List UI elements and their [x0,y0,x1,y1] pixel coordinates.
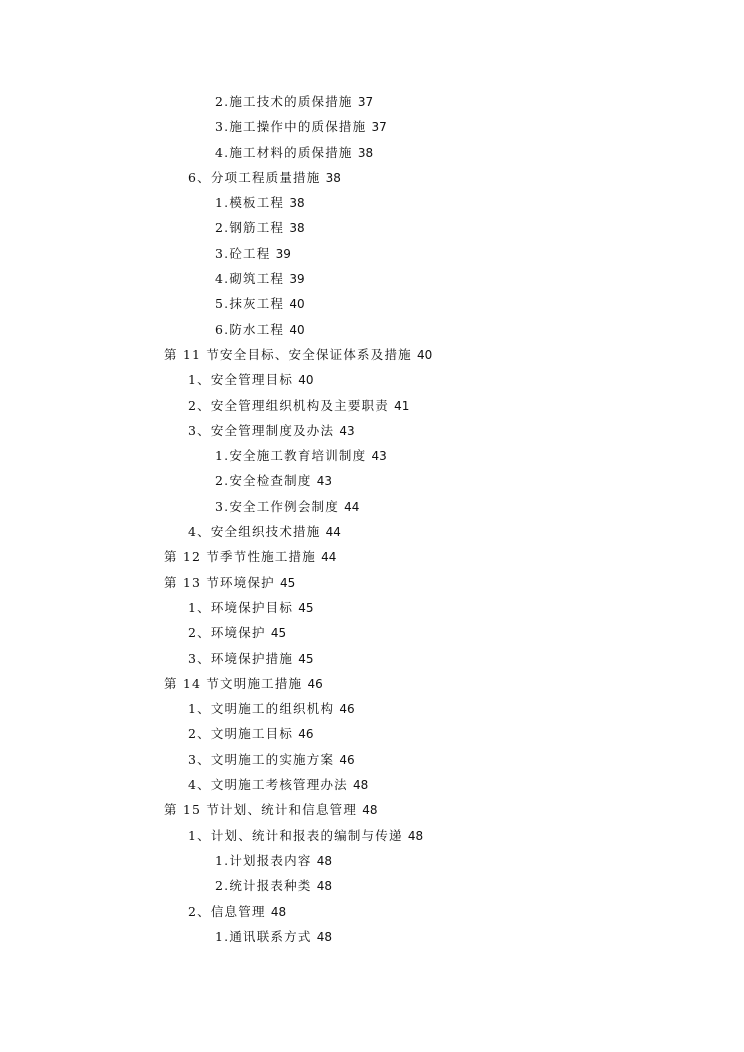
toc-entry-text: 1.模板工程 [215,195,285,211]
toc-entry-text: 2、信息管理 [188,903,266,919]
toc-entry[interactable] [0,899,744,924]
toc-entry[interactable] [0,747,744,772]
toc-entry-page: 48 [270,904,287,919]
toc-entry[interactable] [0,671,744,696]
toc-entry-text: 3、文明施工的实施方案 [188,751,335,767]
toc-entry-text: 2、环境保护 [188,625,266,641]
toc-entry-text: 3.安全工作例会制度 [215,498,339,514]
toc-entry-page: 37 [357,95,374,109]
toc-entry[interactable] [0,494,744,519]
toc-entry-page: 38 [289,221,305,236]
toc-entry[interactable] [0,89,744,114]
toc-entry-page: 46 [298,727,314,742]
toc-entry-page: 43 [316,474,332,489]
toc-entry-text: 2.钢筋工程 [215,220,285,236]
toc-entry-page: 40 [417,347,433,362]
toc-entry[interactable] [0,544,744,569]
toc-entry-page: 44 [325,525,341,540]
toc-entry[interactable] [0,367,744,392]
toc-entry-text: 6、分项工程质量措施 [188,169,321,185]
toc-entry-text: 2.施工技术的质保措施 [215,94,353,109]
toc-entry-page: 48 [316,879,332,894]
toc-entry-text: 5.抹灰工程 [215,296,285,312]
toc-entry-text: 1.安全施工教育培训制度 [215,448,367,464]
toc-entry-text: 3.砼工程 [215,245,271,261]
toc-entry-text: 第 13 节环境保护 [164,574,275,590]
toc-entry[interactable] [0,291,744,316]
toc-entry[interactable] [0,418,744,443]
toc-entry[interactable] [0,696,744,721]
toc-entry[interactable] [0,140,744,165]
toc-entry-text: 4.施工材料的质保措施 [215,144,353,160]
toc-entry-page: 45 [298,651,314,666]
toc-entry[interactable] [0,721,744,746]
toc-entry[interactable] [0,772,744,797]
toc-entry[interactable] [0,342,744,367]
toc-entry-page: 40 [298,373,314,388]
toc-entry-text: 4、文明施工考核管理办法 [188,777,348,793]
toc-entry[interactable] [0,266,744,291]
toc-entry[interactable] [0,620,744,645]
toc-entry-page: 37 [371,120,387,135]
toc-entry-page: 39 [275,246,291,261]
toc-entry-page: 48 [362,803,378,818]
toc-entry-text: 2、文明施工目标 [188,726,294,742]
toc-entry-text: 3、安全管理制度及办法 [188,422,335,438]
toc-entry-text: 1、计划、统计和报表的编制与传递 [188,827,403,843]
toc-entry-text: 2.统计报表种类 [215,878,312,894]
toc-entry[interactable] [0,114,744,139]
toc-entry-page: 44 [344,499,360,514]
toc-entry-text: 1、环境保护目标 [188,599,294,615]
toc-entry[interactable] [0,519,744,544]
table-of-contents [0,89,744,949]
toc-entry[interactable] [0,468,744,493]
toc-entry-page: 45 [280,575,296,590]
toc-entry-text: 1、文明施工的组织机构 [188,701,335,717]
toc-entry-text: 第 14 节文明施工措施 [164,675,303,691]
toc-entry-page: 46 [339,752,355,767]
toc-entry-page: 40 [289,322,305,337]
toc-entry-page: 46 [339,702,355,717]
toc-entry[interactable] [0,215,744,240]
toc-entry-page: 38 [357,145,374,160]
toc-entry-text: 3.施工操作中的质保措施 [215,119,367,135]
toc-entry-text: 1.通讯联系方式 [215,928,312,944]
toc-entry-page: 41 [394,398,410,413]
toc-entry[interactable] [0,646,744,671]
toc-entry-page: 39 [289,272,305,287]
toc-entry[interactable] [0,443,744,468]
toc-entry[interactable] [0,848,744,873]
toc-entry-text: 1.计划报表内容 [215,852,312,868]
toc-entry-page: 38 [325,170,341,185]
toc-entry[interactable] [0,190,744,215]
toc-entry-page: 43 [339,423,355,438]
toc-entry-text: 第 15 节计划、统计和信息管理 [164,802,358,818]
toc-entry-page: 48 [316,929,332,944]
toc-entry[interactable] [0,165,744,190]
toc-entry-page: 40 [289,297,305,312]
toc-entry[interactable] [0,823,744,848]
toc-entry-text: 6.防水工程 [215,321,285,337]
toc-entry[interactable] [0,797,744,822]
toc-entry-text: 第 11 节安全目标、安全保证体系及措施 [164,346,412,362]
toc-entry[interactable] [0,241,744,266]
toc-entry-page: 48 [316,853,332,868]
toc-entry-page: 44 [321,550,337,565]
toc-entry-text: 4.砌筑工程 [215,271,285,287]
toc-entry-page: 48 [407,828,424,843]
toc-entry[interactable] [0,873,744,898]
toc-entry-page: 48 [353,778,369,793]
toc-entry-page: 46 [307,676,323,691]
toc-entry[interactable] [0,570,744,595]
toc-entry-text: 2.安全检查制度 [215,473,312,489]
toc-entry-page: 45 [270,626,287,641]
toc-entry-page: 38 [289,196,305,211]
toc-entry-text: 1、安全管理目标 [188,372,294,388]
toc-entry[interactable] [0,317,744,342]
toc-entry[interactable] [0,924,744,949]
toc-entry-page: 43 [371,449,387,464]
toc-entry-text: 2、安全管理组织机构及主要职责 [188,397,389,413]
toc-entry[interactable] [0,595,744,620]
toc-entry-text: 3、环境保护措施 [188,650,294,666]
toc-entry[interactable] [0,393,744,418]
toc-entry-text: 第 12 节季节性施工措施 [164,549,316,565]
toc-entry-page: 45 [298,600,314,615]
toc-entry-text: 4、安全组织技术措施 [188,524,321,540]
